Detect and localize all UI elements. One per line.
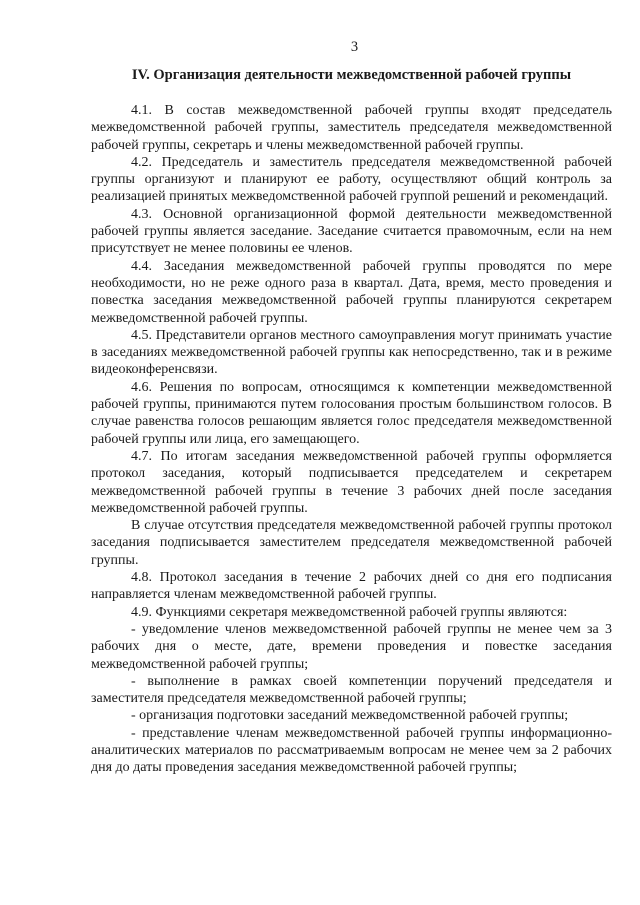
section-title: IV. Организация деятельности межведомственной рабочей группы [131,67,572,83]
list-item: - выполнение в рамках своей компетенции поручений председателя и заместителя председателя межведомственной рабочей группы; [91,673,612,707]
paragraph-4-8: 4.8. Протокол заседания в течение 2 рабочих дней со дня его подписания направляется членам межведомственной рабочей группы. [91,570,612,603]
paragraph-4-6: 4.6. Решения по вопросам, относящимся к компетенции межведомственной рабочей группы, принимаются путем голосования простым большинством голосов. В случае равенства голосов решающим является голос председателя межведомственной рабочей группы или лица, его замещающего. [91,379,612,447]
paragraph-4-4: 4.4. Заседания межведомственной рабочей группы проводятся по мере необходимости, но не реже одного раза в квартал. Дата, время, место проведения и повестка заседания межведомственной рабочей группы планируются секретарем межведомственной рабочей группы. [91,258,612,326]
paragraph-4-1: 4.1. В состав межведомственной рабочей группы входят председатель межведомственной рабочей группы, заместитель председателя межведомственной рабочей группы, секретарь и члены межведомственной рабочей группы. [91,103,612,153]
paragraph-4-7: 4.7. По итогам заседания межведомственной рабочей группы оформляется протокол заседания, который подписывается председателем и секретарем межведомственной рабочей группы в течение 3 рабочих дней после заседания межведомственной рабочей группы. [91,448,612,516]
list-item: - уведомление членов межведомственной рабочей группы не менее чем за 3 рабочих дня о месте, дате, времени проведения и повестке заседания межведомственной рабочей группы; [91,621,612,672]
paragraph-4-3: 4.3. Основной организационной формой деятельности межведомственной рабочей группы является заседание. Заседание считается правомочным, если на нем присутствует не менее половины ее членов. [91,206,612,257]
paragraph-4-5: 4.5. Представители органов местного самоуправления могут принимать участие в заседаниях межведомственной рабочей группы как непосредственно, так и в режиме видеоконференсвязи. [91,327,612,378]
paragraph-4-9: 4.9. Функциями секретаря межведомственной рабочей группы являются: [131,604,568,620]
paragraph-4-7-absence: В случае отсутствия председателя межведомственной рабочей группы протокол заседания подписывается заместителем председателя межведомственной рабочей группы. [91,518,612,568]
paragraph-4-2: 4.2. Председатель и заместитель председателя межведомственной рабочей группы организуют и планируют ее работу, осуществляют общий контроль за реализацией принятых межведомственной рабочей группой решений и рекомендаций. [91,154,612,205]
page-number: 3 [350,39,359,55]
list-item: - организация подготовки заседаний межведомственной рабочей группы; [131,708,569,724]
list-item: - представление членам межведомственной рабочей группы информационно-аналитических материалов по рассматриваемым вопросам не менее чем за 2 рабочих дня до даты проведения заседания межведомственной рабочей группы; [91,725,612,776]
